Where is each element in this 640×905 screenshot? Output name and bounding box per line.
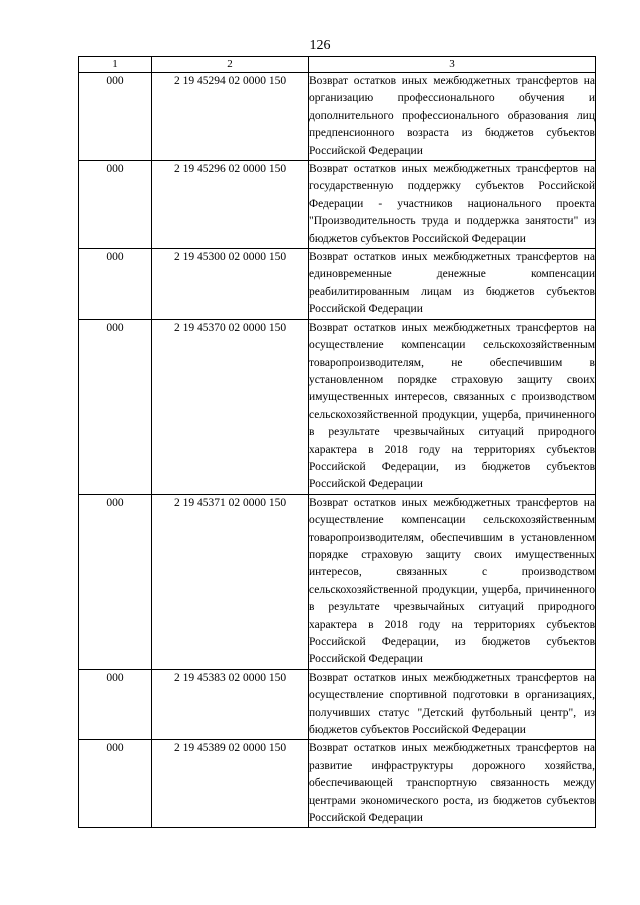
admin-code-cell: 000 — [79, 161, 152, 249]
table-row — [79, 494, 596, 669]
table-row — [79, 249, 596, 320]
budget-code-cell: 2 19 45383 02 0000 150 — [152, 669, 309, 740]
description-cell: Возврат остатков иных межбюджетных трансфертов на осуществление компенсации сельскохозяйственным товаропроизводителям, не обеспечившим в установленном порядке страховую защиту своих имущественных интересов, связанных с производством сельскохозяйственной продукции, ущерба, причиненного в результате чрезвычайных ситуаций природного характера в 2018 году на территориях субъектов Российской Федерации, из бюджетов субъектов Российской Федерации — [309, 319, 596, 494]
admin-code-cell: 000 — [79, 73, 152, 161]
description-cell: Возврат остатков иных межбюджетных трансфертов на осуществление спортивной подготовки в организациях, получивших статус "Детский футбольный центр", из бюджетов субъектов Российской Федерации — [309, 669, 596, 740]
page-number: 126 — [309, 38, 331, 53]
column-header-2: 2 — [152, 57, 309, 73]
description-cell: Возврат остатков иных межбюджетных трансфертов на единовременные денежные компенсации реабилитированным лицам из бюджетов субъектов Российской Федерации — [309, 249, 596, 320]
admin-code-cell: 000 — [79, 669, 152, 740]
table-row — [79, 73, 596, 161]
budget-classification-table — [78, 56, 596, 828]
budget-code-cell: 2 19 45389 02 0000 150 — [152, 740, 309, 828]
table-row — [79, 161, 596, 249]
column-header-3: 3 — [309, 57, 596, 73]
budget-code-cell: 2 19 45294 02 0000 150 — [152, 73, 309, 161]
admin-code-cell: 000 — [79, 494, 152, 669]
column-header-1: 1 — [79, 57, 152, 73]
admin-code-cell: 000 — [79, 319, 152, 494]
description-cell: Возврат остатков иных межбюджетных трансфертов на государственную поддержку субъектов Российской Федерации - участников национального проекта "Производительность труда и поддержка занятости" из бюджетов субъектов Российской Федерации — [309, 161, 596, 249]
description-cell: Возврат остатков иных межбюджетных трансфертов на развитие инфраструктуры дорожного хозяйства, обеспечивающей транспортную связанность между центрами экономического роста, из бюджетов субъектов Российской Федерации — [309, 740, 596, 828]
description-cell: Возврат остатков иных межбюджетных трансфертов на организацию профессионального обучения и дополнительного профессионального образования лиц предпенсионного возраста из бюджетов субъектов Российской Федерации — [309, 73, 596, 161]
budget-code-cell: 2 19 45300 02 0000 150 — [152, 249, 309, 320]
budget-code-cell: 2 19 45296 02 0000 150 — [152, 161, 309, 249]
table-row — [79, 319, 596, 494]
table-row — [79, 740, 596, 828]
budget-code-cell: 2 19 45370 02 0000 150 — [152, 319, 309, 494]
description-cell: Возврат остатков иных межбюджетных трансфертов на осуществление компенсации сельскохозяйственным товаропроизводителям, обеспечившим в установленном порядке страховую защиту своих имущественных интересов, связанных с производством сельскохозяйственной продукции, ущерба, причиненного в результате чрезвычайных ситуаций природного характера в 2018 году на территориях субъектов Российской Федерации, из бюджетов субъектов Российской Федерации — [309, 494, 596, 669]
admin-code-cell: 000 — [79, 740, 152, 828]
header-row — [79, 57, 596, 73]
table-row — [79, 669, 596, 740]
budget-code-cell: 2 19 45371 02 0000 150 — [152, 494, 309, 669]
admin-code-cell: 000 — [79, 249, 152, 320]
